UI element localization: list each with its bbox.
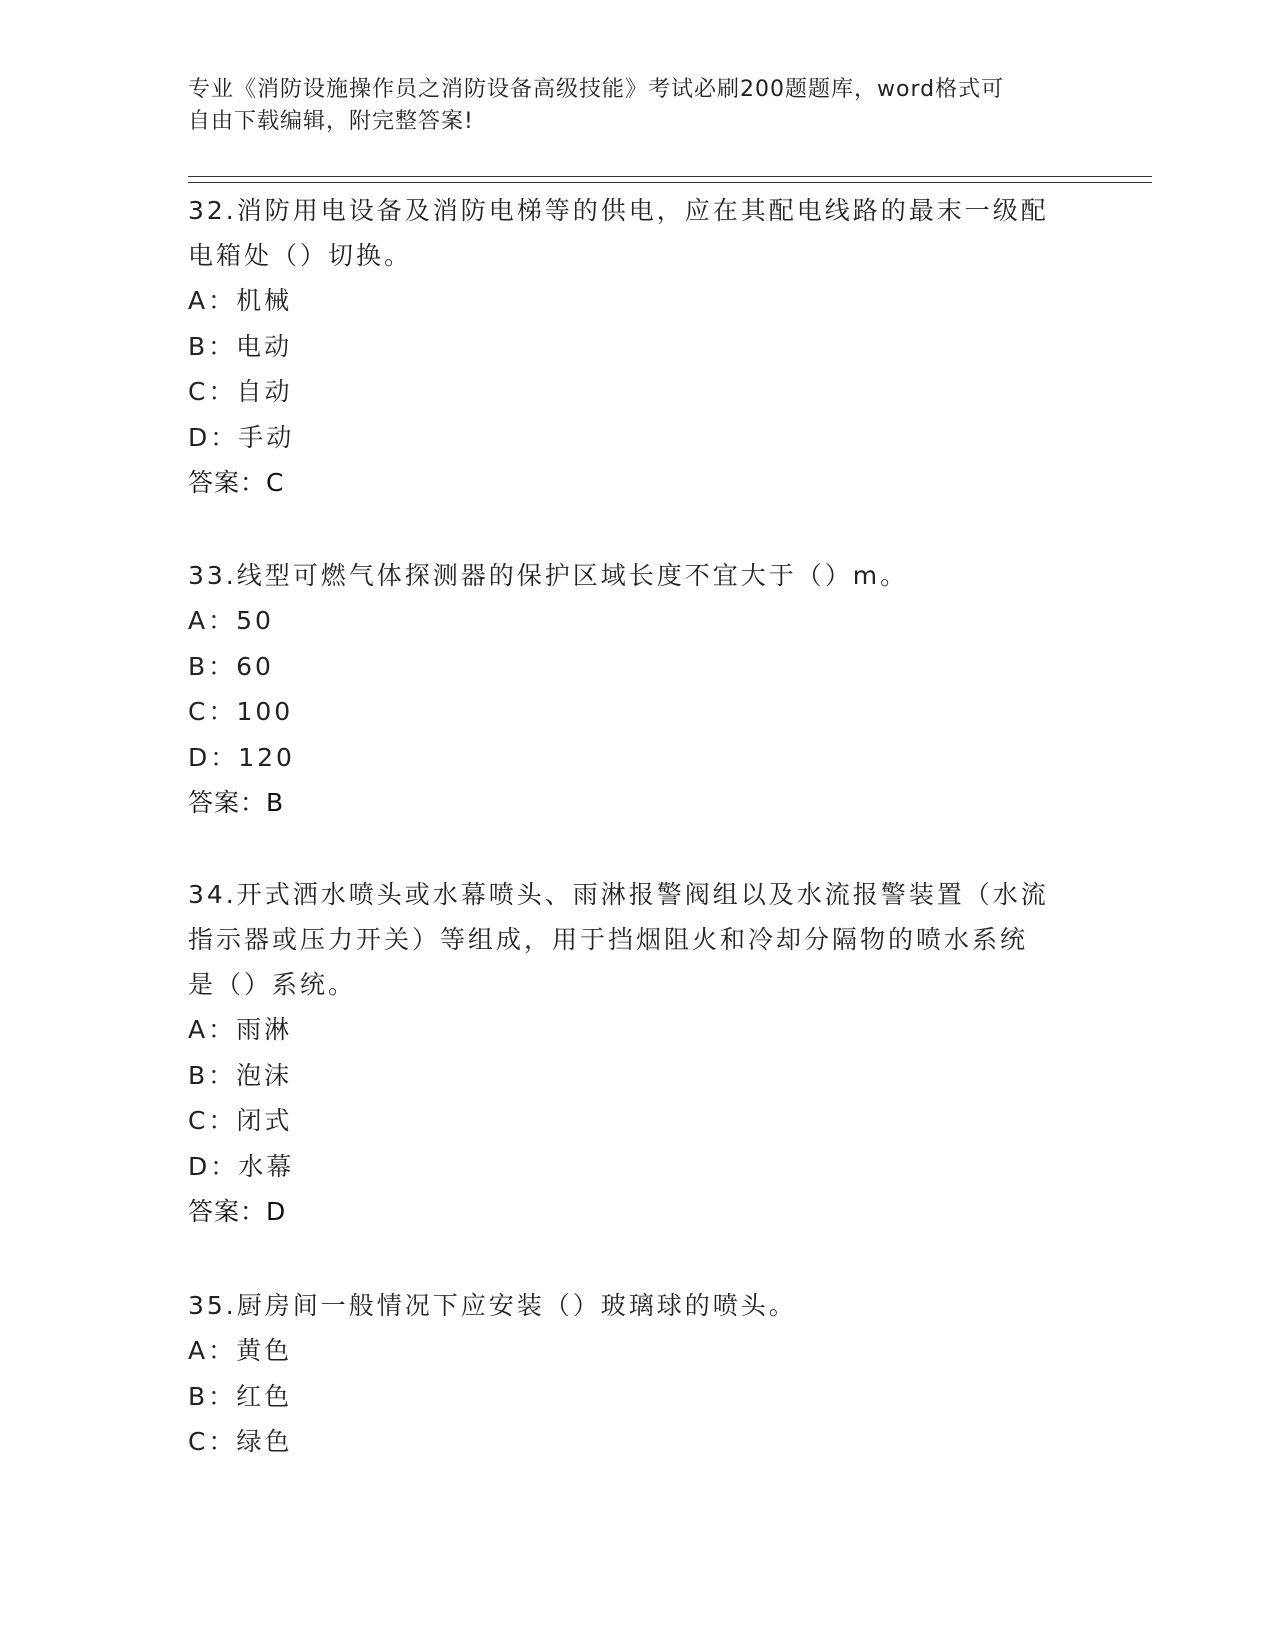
question-text-line: 是（）系统。 (188, 970, 357, 999)
question-34 (188, 872, 1088, 1234)
question-32 (188, 188, 1088, 505)
option-c: C：绿色 (188, 1427, 293, 1456)
option-a: A：50 (188, 606, 274, 635)
option-b: B：60 (188, 651, 274, 681)
answer: 答案：D (188, 1197, 287, 1226)
document-header (188, 74, 1068, 138)
option-b: B：红色 (188, 1381, 293, 1411)
option-a: A：黄色 (188, 1336, 293, 1365)
option-c: C：自动 (188, 377, 293, 406)
option-b: B：电动 (188, 331, 293, 361)
question-text-line: 电箱处（）切换。 (188, 241, 413, 270)
answer: 答案：C (188, 468, 285, 497)
option-d: D：手动 (188, 422, 295, 452)
question-text-line: 33.线型可燃气体探测器的保护区域长度不宜大于（）m。 (188, 561, 909, 590)
header-divider-top (188, 176, 1152, 177)
answer: 答案：B (188, 788, 285, 817)
option-b: B：泡沫 (188, 1060, 293, 1090)
option-c: C：闭式 (188, 1106, 293, 1135)
question-33 (188, 553, 1088, 825)
header-line-1: 专业《消防设施操作员之消防设备高级技能》考试必刷200题题库，word格式可 (188, 77, 1005, 102)
header-line-2: 自由下载编辑，附完整答案! (188, 109, 474, 134)
question-35 (188, 1283, 1088, 1465)
header-divider-bottom (188, 182, 1152, 183)
question-text-line: 35.厨房间一般情况下应安装（）玻璃球的喷头。 (188, 1291, 797, 1320)
option-c: C：100 (188, 697, 294, 726)
question-text-line: 34.开式洒水喷头或水幕喷头、雨淋报警阀组以及水流报警装置（水流 (188, 880, 1049, 909)
question-text-line: 32.消防用电设备及消防电梯等的供电，应在其配电线路的最末一级配 (188, 196, 1049, 225)
option-a: A：雨淋 (188, 1015, 293, 1044)
option-d: D：120 (188, 742, 295, 772)
option-a: A：机械 (188, 286, 293, 315)
question-text-line: 指示器或压力开关）等组成，用于挡烟阻火和冷却分隔物的喷水系统 (188, 925, 1029, 954)
option-d: D：水幕 (188, 1151, 295, 1181)
